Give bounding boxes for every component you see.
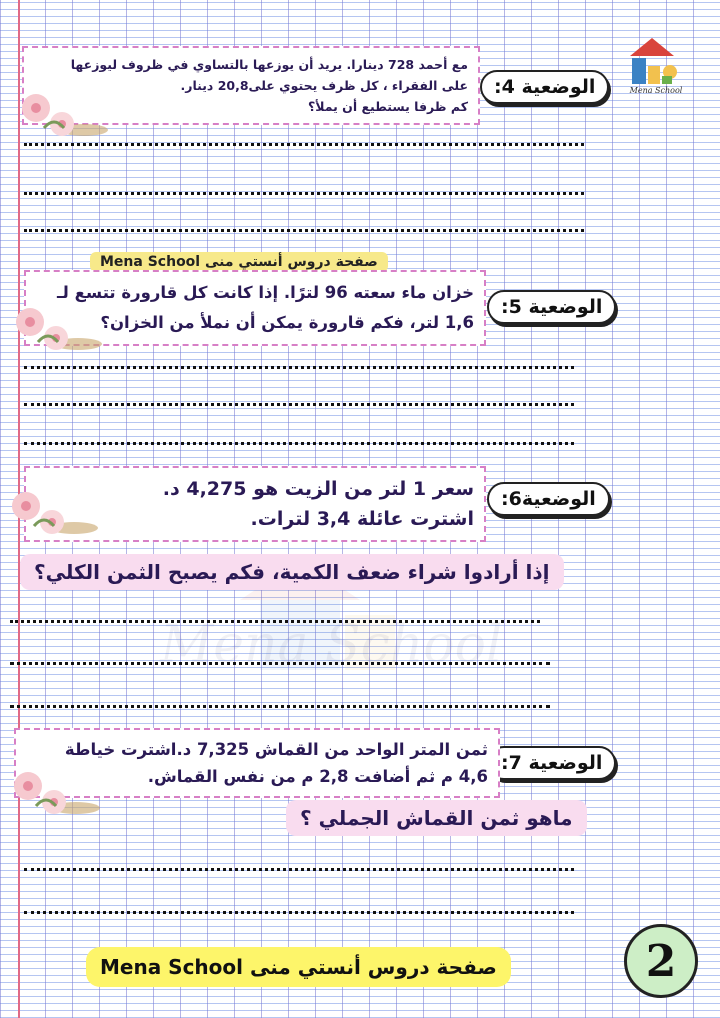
situation-6-line-2: اشترت عائلة 3,4 لترات. [250, 508, 474, 530]
answer-line [24, 403, 574, 406]
answer-line [24, 229, 584, 232]
situation-4-line-2: على الفقراء ، كل ظرف يحتوي على20,8 دينار. [180, 78, 468, 93]
watermark-text: Mena School [160, 615, 503, 675]
situation-4-label: الوضعية 4: [480, 70, 609, 104]
answer-line [10, 662, 550, 665]
situation-7-line-1: ثمن المتر الواحد من القماش 7,325 د.اشترت خياطة [64, 740, 488, 759]
answer-line [24, 143, 584, 146]
situation-6-line-1: سعر 1 لتر من الزيت هو 4,275 د. [162, 478, 474, 500]
situation-4-line-1: مع أحمد 728 دينارا. يريد أن يوزعها بالتساوي في ظروف ليوزعها [70, 57, 468, 72]
flower-decoration [8, 302, 104, 362]
answer-line [24, 192, 584, 195]
situation-7-line-2: 4,6 م ثم أضافت 2,8 م من نفس القماش. [147, 767, 488, 786]
situation-5-label: الوضعية 5: [487, 290, 616, 324]
answer-line [24, 366, 574, 369]
answer-line [24, 911, 574, 914]
site-banner: صفحة دروس أنستي منى Mena School [90, 252, 388, 272]
situation-5-line-1: خزان ماء سعته 96 لترًا. إذا كانت كل قارورة تتسع لـ [57, 283, 474, 302]
situation-5-line-2: 1,6 لتر، فكم قارورة يمكن أن نملأ من الخزان؟ [100, 313, 474, 332]
answer-line [24, 442, 574, 445]
flower-decoration [6, 766, 102, 826]
page-number: 2 [624, 924, 698, 998]
situation-6-question: إذا أرادوا شراء ضعف الكمية، فكم يصبح الثمن الكلي؟ [20, 554, 564, 590]
flower-decoration [14, 88, 110, 148]
situation-4-line-3: كم ظرفا يستطيع أن يملأ؟ [307, 99, 468, 114]
situation-7-label: الوضعية 7: [487, 746, 616, 780]
situation-7-question: ماهو ثمن القماش الجملي ؟ [286, 800, 587, 836]
answer-line [10, 620, 540, 623]
situation-6-label: الوضعية6: [487, 482, 610, 516]
answer-line [10, 705, 550, 708]
logo-text: Mena School [629, 86, 683, 95]
answer-line [24, 868, 574, 871]
footer-banner: صفحة دروس أنستي منى Mena School [86, 947, 511, 987]
flower-decoration [4, 486, 100, 546]
